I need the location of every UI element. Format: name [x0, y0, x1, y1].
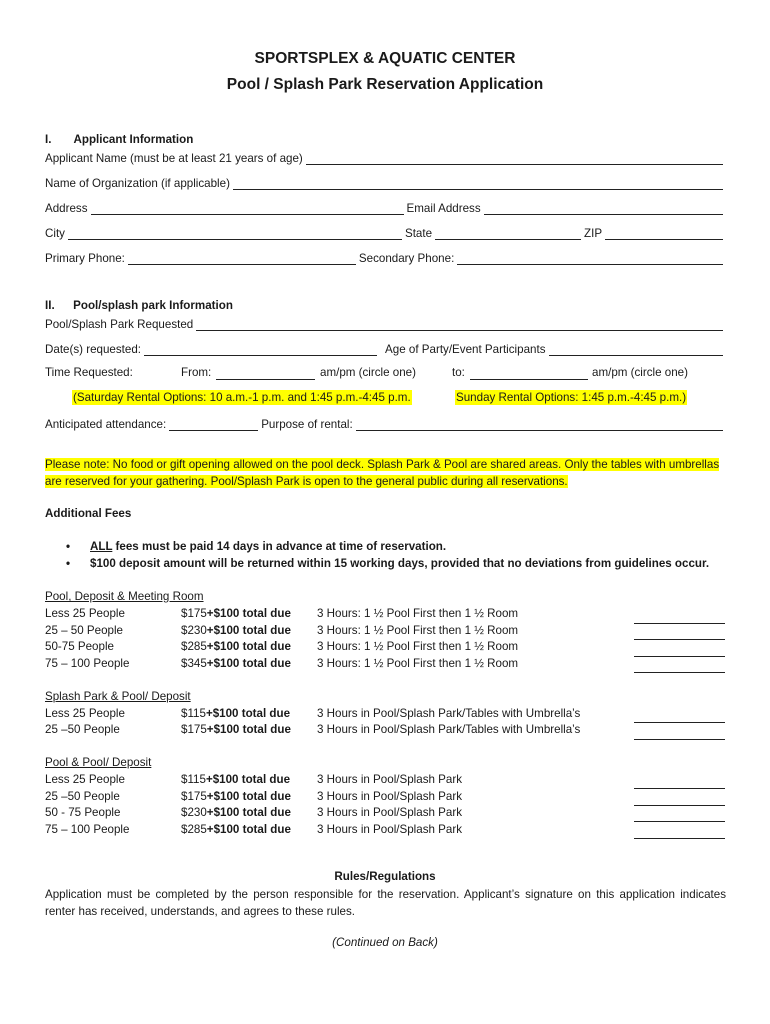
section1-numeral: I.: [45, 133, 52, 146]
time-to-ampm[interactable]: am/pm (circle one): [592, 366, 688, 379]
fee-select-line[interactable]: [634, 804, 725, 806]
fee-bullet-2-text: $100 deposit amount will be returned within 15 working days, provided that no deviations from guidelines occur.: [90, 557, 710, 570]
fee-bullet-1-emph: ALL: [90, 540, 113, 553]
time-from-label: From:: [181, 366, 212, 379]
section2-numeral: II.: [45, 299, 55, 312]
secondary-phone-label: Secondary Phone:: [358, 252, 455, 265]
fee-bullet-2: [66, 557, 709, 570]
phone-row: [45, 248, 726, 265]
address-field[interactable]: [91, 202, 404, 215]
address-label: Address: [45, 202, 88, 215]
section2-heading: [45, 299, 233, 312]
organization-row: [45, 173, 726, 190]
applicant-name-field[interactable]: [306, 152, 723, 165]
email-label: Email Address: [406, 202, 481, 215]
age-field[interactable]: [549, 343, 724, 356]
fee-price: $345+$100 total due: [181, 657, 291, 670]
attendance-row: [45, 414, 726, 431]
fee-people: Less 25 People: [45, 707, 125, 720]
fee-select-line[interactable]: [634, 721, 725, 723]
rules-text: Application must be completed by the person responsible for the reservation. Applicant’s signature on this application indicates renter has received, understands, and agrees to these rules.: [45, 888, 726, 918]
section1-heading: [45, 133, 193, 146]
saturday-options: (Saturday Rental Options: 10 a.m.-1 p.m. and 1:45 p.m.-4:45 p.m.: [73, 391, 411, 404]
fee-price: $230+$100 total due: [181, 624, 291, 637]
fee-select-line[interactable]: [634, 622, 725, 624]
purpose-field[interactable]: [356, 418, 723, 431]
fee-people: 25 –50 People: [45, 723, 120, 736]
primary-phone-field[interactable]: [128, 252, 356, 265]
fee-select-line[interactable]: [634, 671, 725, 673]
fee-price: $230+$100 total due: [181, 806, 291, 819]
fee-select-line[interactable]: [634, 787, 725, 789]
fee-select-line[interactable]: [634, 820, 725, 822]
fee-description: 3 Hours: 1 ½ Pool First then 1 ½ Room: [317, 624, 519, 637]
fee-people: 25 – 50 People: [45, 624, 124, 637]
fee-price: $175+$100 total due: [181, 607, 291, 620]
fee-people: 25 –50 People: [45, 790, 120, 803]
secondary-phone-field[interactable]: [457, 252, 723, 265]
bullet-icon: •: [66, 557, 71, 570]
fee-price: $115+$100 total due: [181, 773, 291, 786]
time-from-ampm[interactable]: am/pm (circle one): [320, 366, 416, 379]
fee-people: 75 – 100 People: [45, 657, 130, 670]
city-field[interactable]: [68, 227, 402, 240]
applicant-name-label: Applicant Name (must be at least 21 years of age): [45, 152, 303, 165]
state-label: State: [404, 227, 433, 240]
fee-price: $175+$100 total due: [181, 790, 291, 803]
organization-field[interactable]: [233, 177, 723, 190]
fee-description: 3 Hours in Pool/Splash Park: [317, 823, 462, 836]
fee-people: Less 25 People: [45, 607, 125, 620]
section2-heading-text: Pool/splash park Information: [73, 299, 233, 312]
city-label: City: [45, 227, 65, 240]
fee-select-line[interactable]: [634, 837, 725, 839]
dates-field[interactable]: [144, 343, 377, 356]
fee-select-line[interactable]: [634, 638, 725, 640]
fee-description: 3 Hours in Pool/Splash Park/Tables with Umbrella’s: [317, 707, 581, 720]
time-to-label: to:: [452, 366, 465, 379]
primary-phone-label: Primary Phone:: [45, 252, 125, 265]
fee-description: 3 Hours in Pool/Splash Park: [317, 790, 462, 803]
fees-heading: Additional Fees: [45, 507, 132, 520]
state-field[interactable]: [435, 227, 581, 240]
organization-label: Name of Organization (if applicable): [45, 177, 230, 190]
fee-description: 3 Hours: 1 ½ Pool First then 1 ½ Room: [317, 657, 519, 670]
form-title: Pool / Splash Park Reservation Application: [226, 76, 544, 93]
note-text: Please note: No food or gift opening allowed on the pool deck. Splash Park & Pool are shared areas. Only the tables with umbrellas are reserved for your gathering. Pool/Splash Park is open to the general public during all reservations.: [45, 458, 720, 488]
fee-description: 3 Hours in Pool/Splash Park: [317, 773, 462, 786]
zip-field[interactable]: [605, 227, 723, 240]
fee-price: $175+$100 total due: [181, 723, 291, 736]
address-row: [45, 198, 726, 215]
city-row: [45, 223, 726, 240]
fee-price: $285+$100 total due: [181, 823, 291, 836]
email-field[interactable]: [484, 202, 723, 215]
fee-description: 3 Hours: 1 ½ Pool First then 1 ½ Room: [317, 640, 519, 653]
fee-price: $115+$100 total due: [181, 707, 291, 720]
fee-group-title: Pool, Deposit & Meeting Room: [45, 590, 204, 603]
fee-select-line[interactable]: [634, 655, 725, 657]
time-from-field[interactable]: [216, 378, 315, 380]
fee-description: 3 Hours in Pool/Splash Park/Tables with Umbrella’s: [317, 723, 581, 736]
bullet-icon: •: [66, 540, 71, 553]
attendance-field[interactable]: [169, 418, 258, 431]
fee-people: 75 – 100 People: [45, 823, 130, 836]
pool-deck-note: [45, 456, 726, 490]
park-requested-label: Pool/Splash Park Requested: [45, 318, 194, 331]
park-requested-row: [45, 314, 726, 331]
dates-label: Date(s) requested:: [45, 343, 142, 356]
fee-select-line[interactable]: [634, 738, 725, 740]
fee-description: 3 Hours: 1 ½ Pool First then 1 ½ Room: [317, 607, 519, 620]
section1-heading-text: Applicant Information: [73, 133, 194, 146]
attendance-label: Anticipated attendance:: [45, 418, 167, 431]
time-requested-label: Time Requested:: [45, 366, 133, 379]
fee-group-title: Pool & Pool/ Deposit: [45, 756, 152, 769]
rules-heading: Rules/Regulations: [334, 870, 436, 883]
fee-people: 50-75 People: [45, 640, 114, 653]
zip-label: ZIP: [584, 227, 603, 240]
age-label: Age of Party/Event Participants: [385, 343, 546, 356]
continued-note: (Continued on Back): [332, 936, 438, 949]
time-to-field[interactable]: [470, 378, 588, 380]
fee-price: $285+$100 total due: [181, 640, 291, 653]
fee-people: Less 25 People: [45, 773, 125, 786]
fee-people: 50 - 75 People: [45, 806, 121, 819]
fee-bullet-1-text: fees must be paid 14 days in advance at time of reservation.: [112, 540, 447, 553]
purpose-label: Purpose of rental:: [261, 418, 353, 431]
org-title: SPORTSPLEX & AQUATIC CENTER: [254, 50, 516, 67]
sunday-options: Sunday Rental Options: 1:45 p.m.-4:45 p.m.): [456, 391, 687, 404]
fee-description: 3 Hours in Pool/Splash Park: [317, 806, 462, 819]
fee-bullet-1: [66, 540, 446, 553]
fee-group-title: Splash Park & Pool/ Deposit: [45, 690, 191, 703]
park-requested-field[interactable]: [196, 318, 723, 331]
dates-row: [45, 339, 726, 356]
applicant-name-row: [45, 148, 726, 165]
